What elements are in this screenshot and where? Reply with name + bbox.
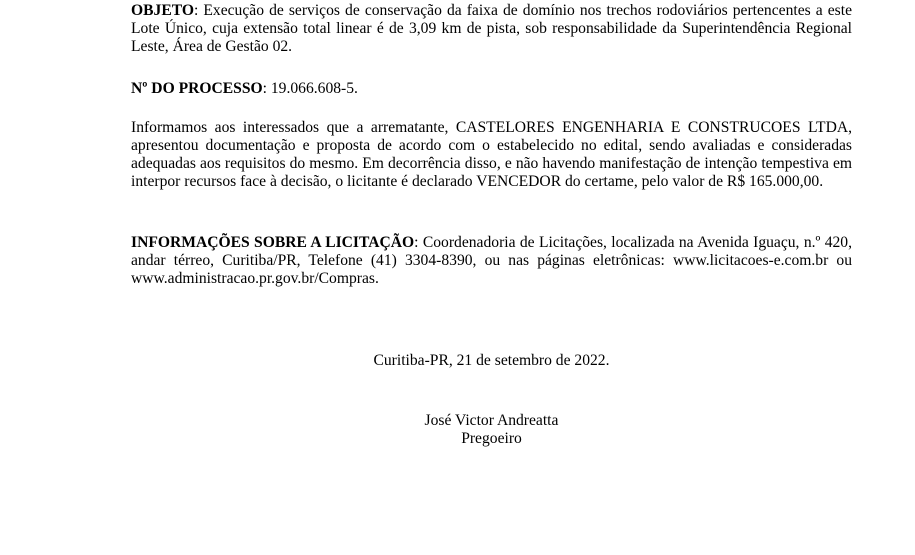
signatory-role: Pregoeiro [461, 430, 522, 447]
processo-label: Nº DO PROCESSO [131, 80, 263, 97]
award-announcement-paragraph: Informamos aos interessados que a arrematante, CASTELORES ENGENHARIA E CONSTRUCOES LTDA, apresentou documentação e proposta de acordo com o estabelecido no edital, sendo avaliadas e consideradas adequadas aos requisitos do mesmo. Em decorrência disso, e não havendo manifestação de intenção tempestiva em interpor recursos face à decisão, o licitante é declarado VENCEDOR do certame, pelo valor de R$ 165.000,00. [131, 119, 852, 190]
bidding-info-label: INFORMAÇÕES SOBRE A LICITAÇÃO [131, 234, 415, 251]
signatory-name: José Victor Andreatta [424, 412, 559, 429]
date-line: Curitiba-PR, 21 de setembro de 2022. [373, 352, 610, 369]
bidding-info-paragraph [131, 234, 852, 288]
processo-paragraph [131, 80, 852, 98]
bidding-info-text: : Coordenadoria de Licitações, localizada na Avenida Iguaçu, n.º 420, andar térreo, Curitiba/PR, Telefone (41) 3304-8390, ou nas páginas eletrônicas: www.licitacoes-e.com.br ou www.administracao.pr.gov.br/Compras. [131, 234, 853, 287]
processo-number: : 19.066.608-5. [262, 80, 358, 97]
objeto-label: OBJETO [131, 2, 194, 19]
objeto-paragraph [131, 2, 852, 56]
objeto-text: : Execução de serviços de conservação da faixa de domínio nos trechos rodoviários pertencentes a este Lote Único, cuja extensão total linear é de 3,09 km de pista, sob responsabilidade da Superintendência Regional Leste, Área de Gestão 02. [131, 2, 852, 55]
